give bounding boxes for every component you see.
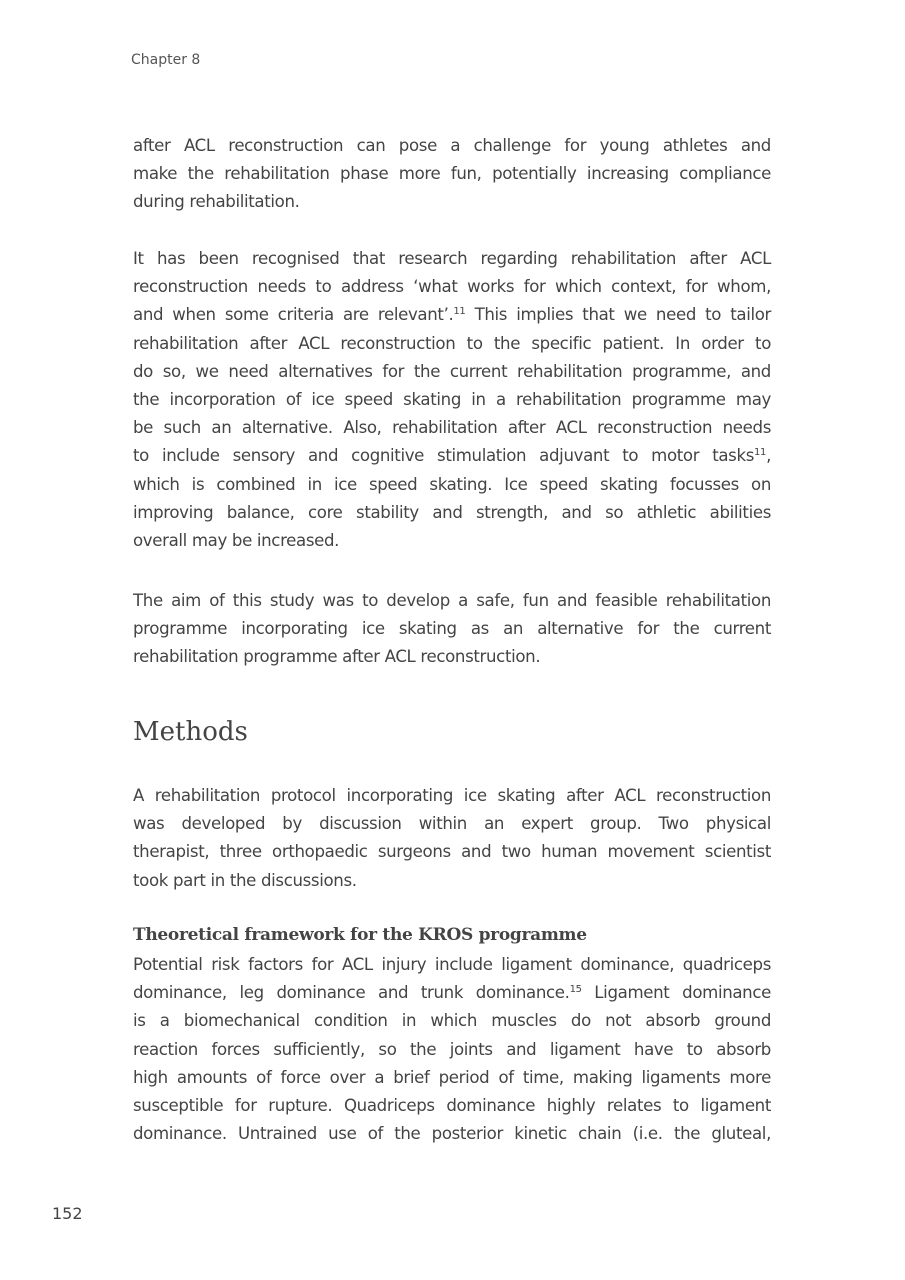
text-segment: Ligament dominance bbox=[581, 983, 771, 1003]
text-segment: after ACL reconstruction can pose a challenge for young athletes and bbox=[133, 136, 771, 155]
text-segment: dominance. Untrained use of the posterior kinetic chain (i.e. the gluteal, bbox=[133, 1124, 771, 1144]
subheading-theoretical-framework: Theoretical framework for the KROS programme bbox=[133, 925, 587, 945]
citation-superscript: 11 bbox=[453, 306, 466, 318]
text-line bbox=[133, 301, 771, 329]
text-line bbox=[133, 245, 771, 273]
text-line bbox=[133, 782, 771, 810]
text-line bbox=[133, 838, 771, 866]
text-line bbox=[133, 358, 771, 386]
text-line bbox=[133, 330, 771, 358]
text-line bbox=[133, 499, 771, 527]
text-line bbox=[133, 1036, 771, 1064]
paragraph-study-aim bbox=[133, 587, 771, 672]
text-line bbox=[133, 273, 771, 301]
text-line bbox=[133, 386, 771, 414]
text-line bbox=[133, 188, 771, 216]
text-segment: therapist, three orthopaedic surgeons and two human movement scientist bbox=[133, 842, 771, 862]
text-line bbox=[133, 471, 771, 499]
text-segment: This implies that we need to tailor bbox=[465, 305, 771, 325]
text-line bbox=[133, 1064, 771, 1092]
text-segment: is a biomechanical condition in which muscles do not absorb ground bbox=[133, 1011, 771, 1031]
text-line bbox=[133, 1092, 771, 1120]
methods-heading: Methods bbox=[133, 717, 248, 747]
text-line bbox=[133, 160, 771, 188]
text-segment: be such an alternative. Also, rehabilitation after ACL reconstruction needs bbox=[133, 418, 771, 438]
text-segment: to include sensory and cognitive stimulation adjuvant to motor tasks bbox=[133, 446, 755, 466]
text-segment: make the rehabilitation phase more fun, potentially increasing compliance bbox=[133, 164, 771, 184]
text-segment: It has been recognised that research regarding rehabilitation after ACL bbox=[133, 249, 771, 268]
text-segment: dominance, leg dominance and trunk dominance. bbox=[133, 983, 570, 1003]
text-segment: reaction forces sufficiently, so the joints and ligament have to absorb bbox=[133, 1039, 771, 1059]
text-segment: susceptible for rupture. Quadriceps dominance highly relates to ligament bbox=[133, 1095, 771, 1115]
text-line bbox=[133, 979, 771, 1007]
text-segment: which is combined in ice speed skating. Ice speed skating focusses on bbox=[133, 474, 771, 494]
running-header: Chapter 8 bbox=[131, 52, 201, 68]
paragraph-methods-intro bbox=[133, 782, 771, 895]
text-segment: programme incorporating ice skating as an alternative for the current bbox=[133, 619, 771, 639]
text-line bbox=[133, 810, 771, 838]
text-segment: A rehabilitation protocol incorporating ice skating after ACL reconstruction bbox=[133, 786, 771, 805]
text-segment: took part in the discussions. bbox=[133, 870, 357, 890]
text-line bbox=[133, 132, 771, 160]
page-number: 152 bbox=[52, 1204, 83, 1223]
text-line bbox=[133, 442, 771, 470]
text-line bbox=[133, 414, 771, 442]
text-line bbox=[133, 527, 771, 555]
text-segment: and when some criteria are relevant’. bbox=[133, 305, 454, 325]
text-segment: reconstruction needs to address ‘what works for which context, for whom, bbox=[133, 277, 771, 297]
paragraph-intro-continued bbox=[133, 132, 771, 217]
text-segment: do so, we need alternatives for the current rehabilitation programme, and bbox=[133, 361, 771, 381]
text-segment: during rehabilitation. bbox=[133, 192, 300, 212]
text-segment: , bbox=[766, 446, 771, 466]
text-segment: rehabilitation programme after ACL reconstruction. bbox=[133, 647, 541, 667]
text-segment: The aim of this study was to develop a safe, fun and feasible rehabilitation bbox=[133, 591, 771, 610]
text-line bbox=[133, 951, 771, 979]
text-line bbox=[133, 1007, 771, 1035]
paragraph-research-context bbox=[133, 245, 771, 555]
citation-superscript: 11 bbox=[754, 447, 767, 459]
text-line bbox=[133, 1120, 771, 1148]
text-segment: improving balance, core stability and strength, and so athletic abilities bbox=[133, 502, 771, 522]
text-line bbox=[133, 587, 771, 615]
text-line bbox=[133, 867, 771, 895]
text-line bbox=[133, 615, 771, 643]
text-segment: was developed by discussion within an expert group. Two physical bbox=[133, 814, 771, 834]
text-segment: high amounts of force over a brief period of time, making ligaments more bbox=[133, 1067, 771, 1087]
citation-superscript: 15 bbox=[569, 984, 582, 996]
text-segment: overall may be increased. bbox=[133, 530, 340, 550]
text-segment: the incorporation of ice speed skating in a rehabilitation programme may bbox=[133, 389, 771, 409]
paragraph-risk-factors bbox=[133, 951, 771, 1148]
text-segment: Potential risk factors for ACL injury include ligament dominance, quadriceps bbox=[133, 955, 771, 974]
text-segment: rehabilitation after ACL reconstruction to the specific patient. In order to bbox=[133, 333, 771, 353]
text-line bbox=[133, 643, 771, 671]
